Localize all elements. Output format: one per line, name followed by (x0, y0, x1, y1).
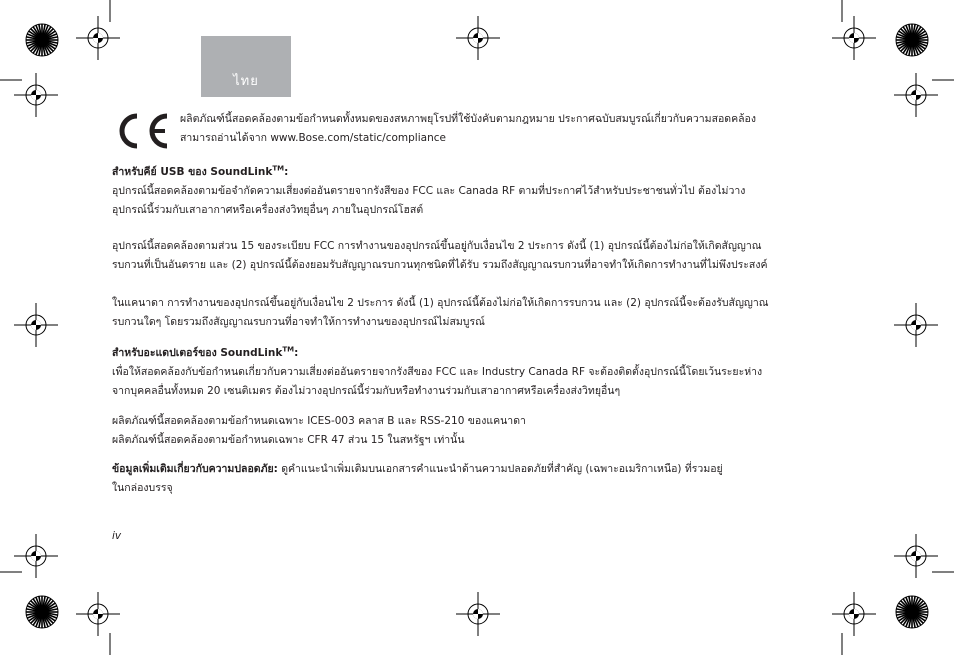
page-number: iv (112, 530, 122, 542)
usb-heading: สำหรับคีย์ USB ของ SoundLink™: (112, 164, 289, 178)
language-tab-label: ไทย (233, 74, 259, 89)
ce-line-2: สามารถอ่านได้จาก www.Bose.com/static/compliance (180, 132, 446, 144)
safety-heading: ข้อมูลเพิ่มเติมเกี่ยวกับความปลอดภัย: (112, 463, 278, 475)
standards-section (112, 412, 832, 450)
fcc-section (112, 237, 832, 275)
adapter-heading: สำหรับอะแดปเตอร์ของ SoundLink™: (112, 345, 299, 359)
usb-line-2: อุปกรณ์นี้ร่วมกับเสาอากาศหรือเครื่องส่งวิทยุอื่นๆ ภายในอุปกรณ์โฮสต์ (112, 204, 424, 216)
fcc-line-2: รบกวนที่เป็นอันตราย และ (2) อุปกรณ์นี้ต้องยอมรับสัญญาณรบกวนทุกชนิดที่ได้รับ รวมถึงสัญญาณรบกวนที่อาจทำให้เกิดการทำงานที่ไม่พึงประสงค์ (112, 259, 768, 271)
usb-section (112, 163, 832, 220)
safety-line-1: ข้อมูลเพิ่มเติมเกี่ยวกับความปลอดภัย: ดูคำแนะนำเพิ่มเติมบนเอกสารคำแนะนำด้านความปลอดภัยที่สำคัญ (เฉพาะอเมริกาเหนือ) ที่รวมอยู่ (112, 463, 723, 475)
standards-line-2: ผลิตภัณฑ์นี้สอดคล้องตามข้อกำหนดเฉพาะ CFR 47 ส่วน 15 ในสหรัฐฯ เท่านั้น (112, 434, 465, 446)
canada-line-1: ในแคนาดา การทำงานของอุปกรณ์ขึ้นอยู่กับเงื่อนไข 2 ประการ ดังนี้ (1) อุปกรณ์นี้ต้องไม่ก่อให้เกิดการรบกวน และ (2) อุปกรณ์นี้จะต้องรับสัญญาณ (112, 297, 769, 309)
adapter-section (112, 344, 832, 401)
safety-line-2: ในกล่องบรรจุ (112, 482, 173, 494)
safety-section (112, 460, 832, 498)
fcc-line-1: อุปกรณ์นี้สอดคล้องตามส่วน 15 ของระเบียบ FCC การทำงานของอุปกรณ์ขึ้นอยู่กับเงื่อนไข 2 ประการ ดังนี้ (1) อุปกรณ์นี้ต้องไม่ก่อให้เกิดสัญญาณ (112, 240, 762, 252)
ce-line-1: ผลิตภัณฑ์นี้สอดคล้องตามข้อกำหนดทั้งหมดของสหภาพยุโรปที่ใช้บังคับตามกฎหมาย ประกาศฉบับสมบูรณ์เกี่ยวกับความสอดคล้อง (180, 113, 756, 125)
ce-mark-icon (111, 110, 171, 152)
canada-line-2: รบกวนใดๆ โดยรวมถึงสัญญาณรบกวนที่อาจทำให้การทำงานของอุปกรณ์ไม่สมบูรณ์ (112, 316, 485, 328)
language-tab (201, 36, 291, 97)
ce-compliance-text (180, 110, 756, 148)
standards-line-1: ผลิตภัณฑ์นี้สอดคล้องตามข้อกำหนดเฉพาะ ICES-003 คลาส B และ RSS-210 ของแคนาดา (112, 415, 526, 427)
adapter-line-1: เพื่อให้สอดคล้องกับข้อกำหนดเกี่ยวกับความเสี่ยงต่ออันตรายจากรังสีของ FCC และ Industry Canada RF จะต้องติดตั้งอุปกรณ์นี้โดยเว้นระยะห่าง (112, 366, 763, 378)
adapter-line-2: จากบุคคลอื่นทั้งหมด 20 เซนติเมตร ต้องไม่วางอุปกรณ์นี้ร่วมกับหรือทำงานร่วมกับเสาอากาศหรือเครื่องส่งวิทยุอื่นๆ (112, 385, 621, 397)
canada-section (112, 294, 832, 332)
usb-line-1: อุปกรณ์นี้สอดคล้องตามข้อจำกัดความเสี่ยงต่ออันตรายจากรังสีของ FCC และ Canada RF ตามที่ประกาศไว้สำหรับประชาชนทั่วไป ต้องไม่วาง (112, 185, 746, 197)
